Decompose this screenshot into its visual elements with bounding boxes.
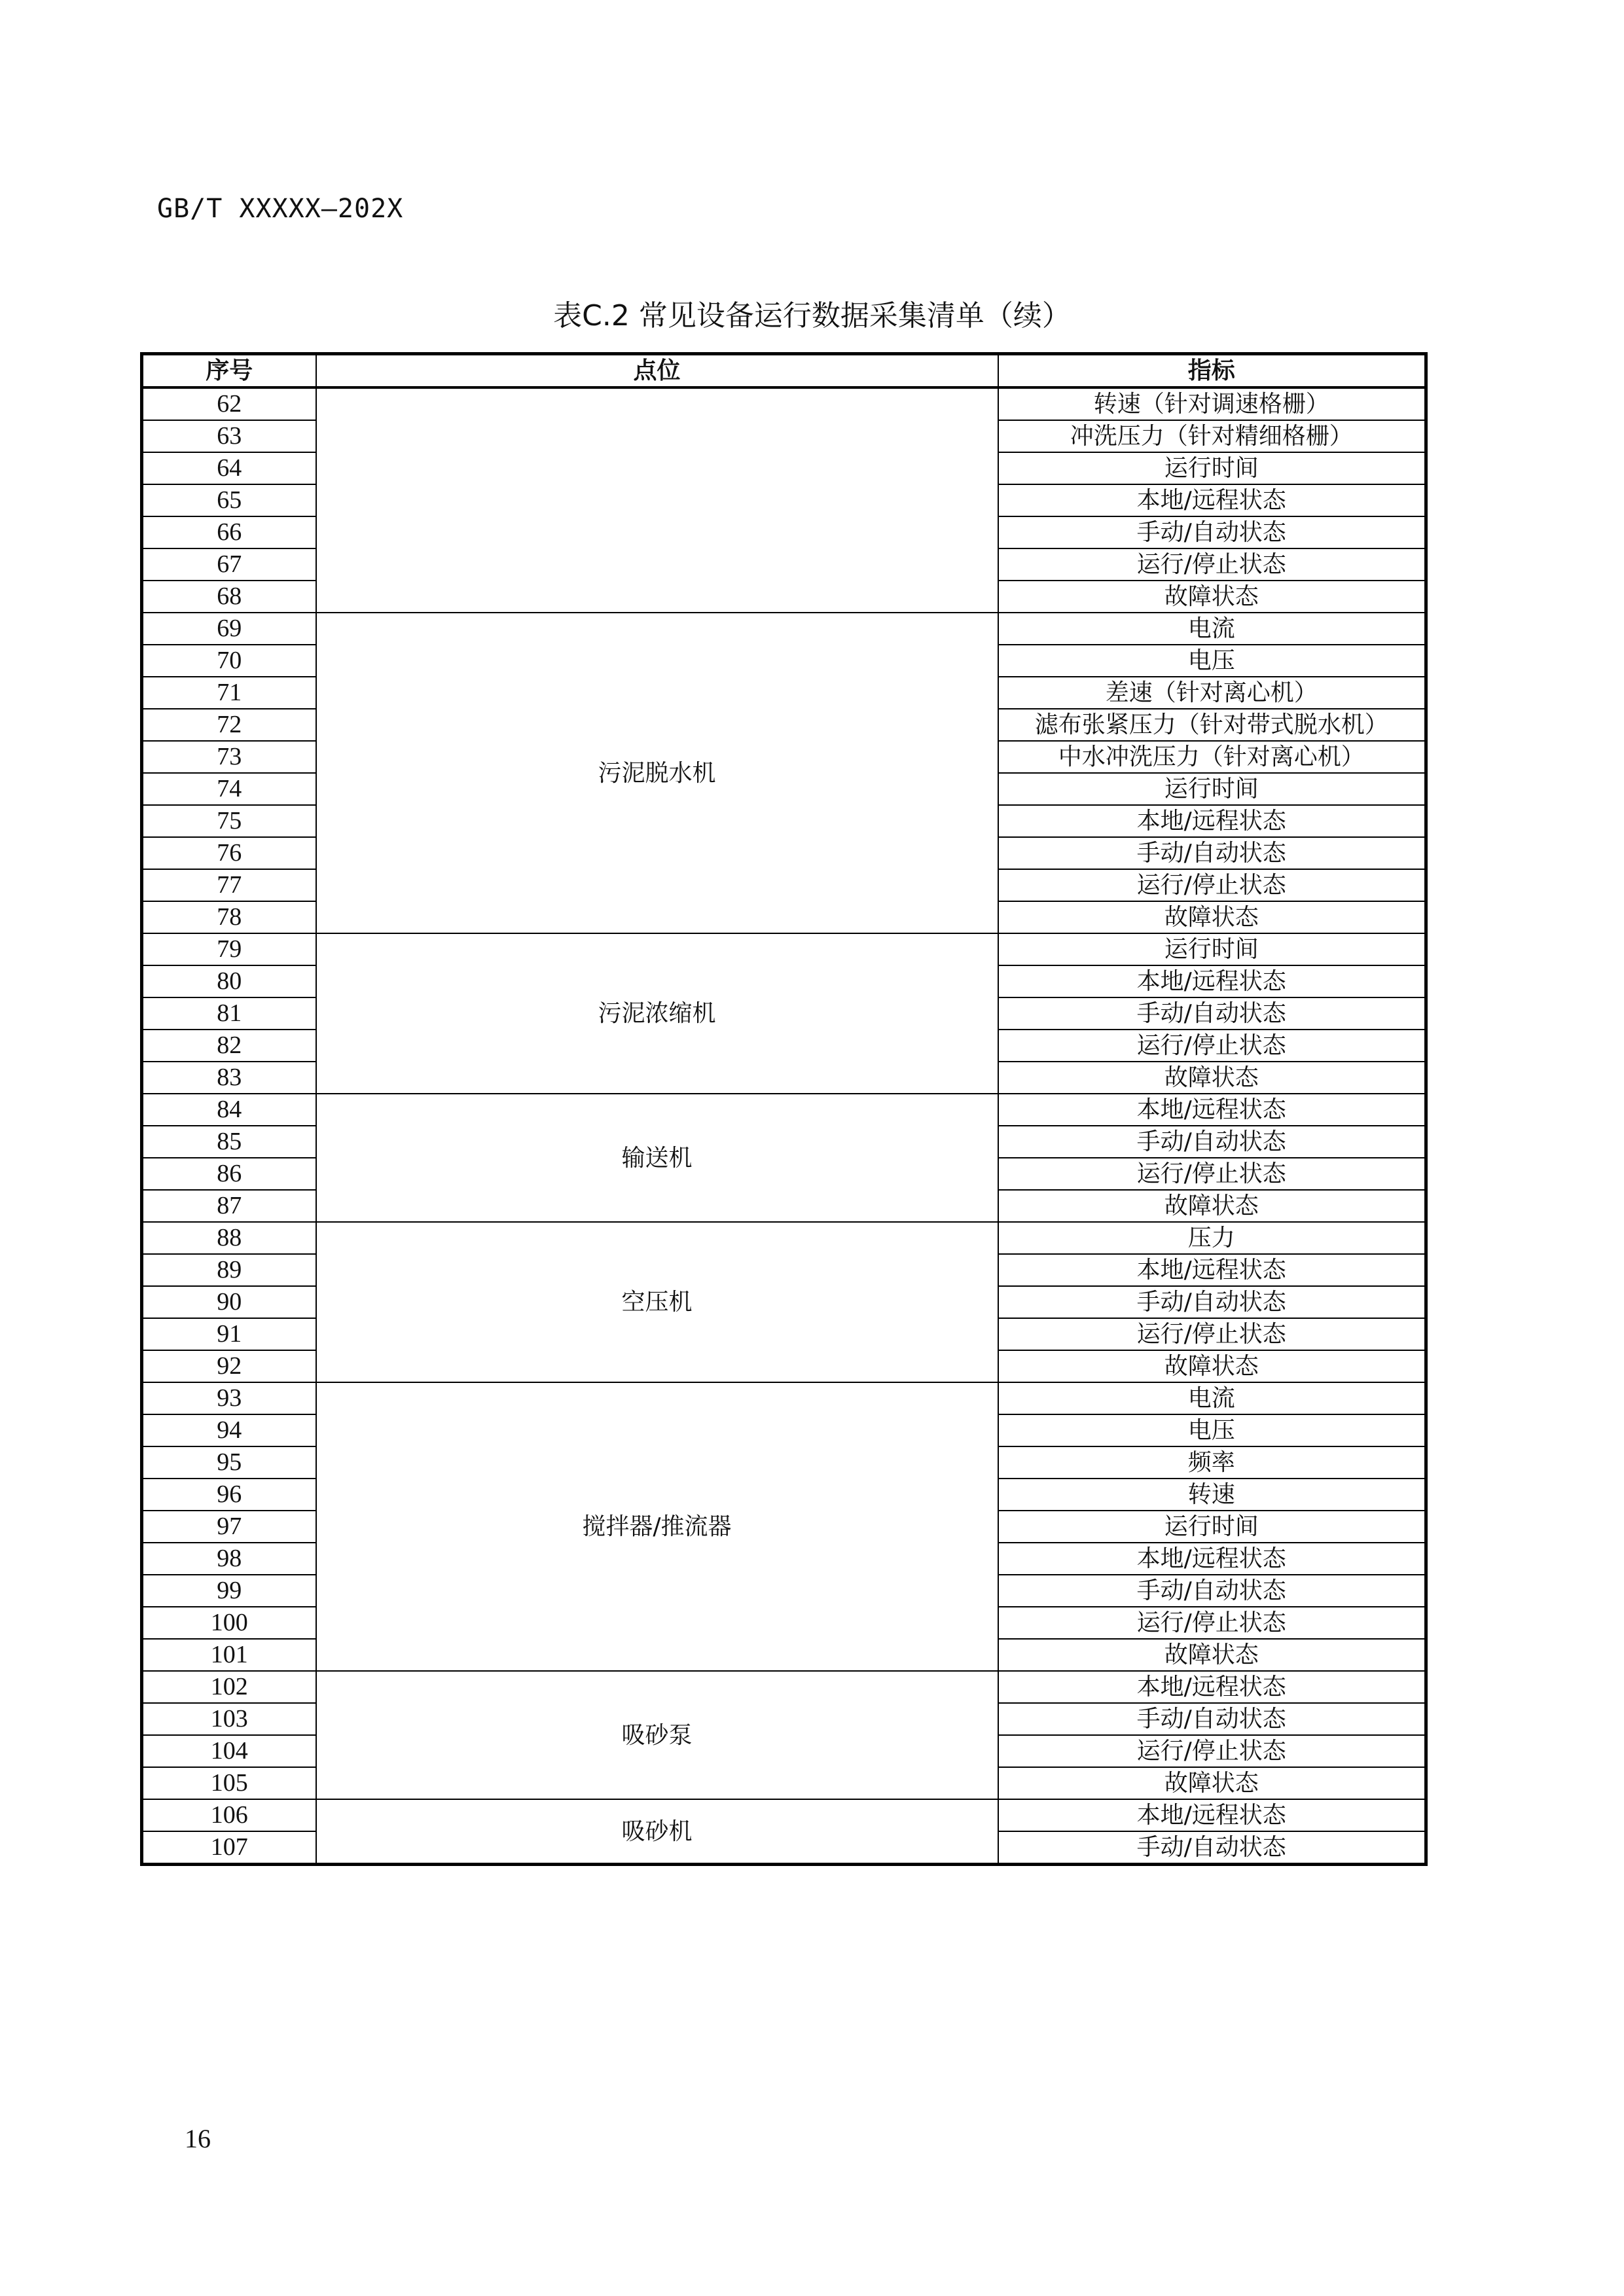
- table-row: [142, 613, 1426, 645]
- point-cell: 输送机: [316, 1094, 998, 1222]
- table-row: [142, 1671, 1426, 1703]
- table-title: 表C.2 常见设备运行数据采集清单（续）: [553, 299, 1071, 332]
- row-number: 104: [142, 1735, 316, 1767]
- indicator-cell: 电流: [998, 613, 1426, 645]
- indicator-cell: 运行时间: [998, 933, 1426, 965]
- indicator-cell: 运行时间: [998, 1511, 1426, 1543]
- row-number: 96: [142, 1479, 316, 1511]
- row-number: 105: [142, 1767, 316, 1799]
- indicator-cell: 手动/自动状态: [998, 997, 1426, 1030]
- point-cell: [316, 387, 998, 613]
- point-cell: 污泥浓缩机: [316, 933, 998, 1094]
- row-number: 88: [142, 1222, 316, 1254]
- standard-code-header: GB/T XXXXX—202X: [157, 194, 404, 224]
- indicator-cell: 运行/停止状态: [998, 1318, 1426, 1350]
- indicator-cell: 运行时间: [998, 773, 1426, 805]
- row-number: 67: [142, 548, 316, 581]
- indicator-cell: 本地/远程状态: [998, 1094, 1426, 1126]
- row-number: 102: [142, 1671, 316, 1703]
- row-number: 75: [142, 805, 316, 837]
- row-number: 87: [142, 1190, 316, 1222]
- indicator-cell: 本地/远程状态: [998, 1254, 1426, 1286]
- point-cell: 污泥脱水机: [316, 613, 998, 933]
- indicator-cell: 本地/远程状态: [998, 965, 1426, 997]
- indicator-cell: 故障状态: [998, 1639, 1426, 1671]
- indicator-cell: 本地/远程状态: [998, 484, 1426, 516]
- indicator-cell: 压力: [998, 1222, 1426, 1254]
- row-number: 93: [142, 1382, 316, 1414]
- indicator-cell: 电压: [998, 645, 1426, 677]
- indicator-cell: 运行/停止状态: [998, 548, 1426, 581]
- indicator-cell: 转速: [998, 1479, 1426, 1511]
- row-number: 74: [142, 773, 316, 805]
- point-cell: 吸砂泵: [316, 1671, 998, 1799]
- row-number: 77: [142, 869, 316, 901]
- indicator-cell: 本地/远程状态: [998, 1671, 1426, 1703]
- row-number: 82: [142, 1030, 316, 1062]
- column-header-no: 序号: [142, 354, 316, 388]
- row-number: 85: [142, 1126, 316, 1158]
- row-number: 91: [142, 1318, 316, 1350]
- indicator-cell: 本地/远程状态: [998, 805, 1426, 837]
- indicator-cell: 故障状态: [998, 1062, 1426, 1094]
- row-number: 97: [142, 1511, 316, 1543]
- indicator-cell: 电压: [998, 1414, 1426, 1446]
- data-collection-table: [140, 352, 1428, 1866]
- indicator-cell: 故障状态: [998, 581, 1426, 613]
- row-number: 69: [142, 613, 316, 645]
- row-number: 84: [142, 1094, 316, 1126]
- row-number: 89: [142, 1254, 316, 1286]
- row-number: 73: [142, 741, 316, 773]
- row-number: 71: [142, 677, 316, 709]
- point-cell: 空压机: [316, 1222, 998, 1382]
- row-number: 62: [142, 387, 316, 420]
- point-cell: 搅拌器/推流器: [316, 1382, 998, 1671]
- indicator-cell: 手动/自动状态: [998, 1126, 1426, 1158]
- point-cell: 吸砂机: [316, 1799, 998, 1865]
- indicator-cell: 转速（针对调速格栅）: [998, 387, 1426, 420]
- row-number: 83: [142, 1062, 316, 1094]
- table-row: [142, 1382, 1426, 1414]
- indicator-cell: 故障状态: [998, 1350, 1426, 1382]
- column-header-indicator: 指标: [998, 354, 1426, 388]
- indicator-cell: 手动/自动状态: [998, 1575, 1426, 1607]
- table-row: [142, 1094, 1426, 1126]
- row-number: 90: [142, 1286, 316, 1318]
- indicator-cell: 差速（针对离心机）: [998, 677, 1426, 709]
- page-number: 16: [185, 2124, 211, 2153]
- table-row: [142, 387, 1426, 420]
- row-number: 70: [142, 645, 316, 677]
- indicator-cell: 运行/停止状态: [998, 1030, 1426, 1062]
- indicator-cell: 运行/停止状态: [998, 1607, 1426, 1639]
- indicator-cell: 手动/自动状态: [998, 837, 1426, 869]
- row-number: 101: [142, 1639, 316, 1671]
- indicator-cell: 故障状态: [998, 1767, 1426, 1799]
- row-number: 68: [142, 581, 316, 613]
- table-row: [142, 933, 1426, 965]
- indicator-cell: 本地/远程状态: [998, 1543, 1426, 1575]
- indicator-cell: 中水冲洗压力（针对离心机）: [998, 741, 1426, 773]
- indicator-cell: 手动/自动状态: [998, 1286, 1426, 1318]
- indicator-cell: 滤布张紧压力（针对带式脱水机）: [998, 709, 1426, 741]
- indicator-cell: 冲洗压力（针对精细格栅）: [998, 420, 1426, 452]
- row-number: 100: [142, 1607, 316, 1639]
- row-number: 107: [142, 1831, 316, 1865]
- row-number: 80: [142, 965, 316, 997]
- table-row: [142, 1799, 1426, 1831]
- column-header-point: 点位: [316, 354, 998, 388]
- indicator-cell: 频率: [998, 1446, 1426, 1479]
- row-number: 86: [142, 1158, 316, 1190]
- indicator-cell: 手动/自动状态: [998, 516, 1426, 548]
- row-number: 106: [142, 1799, 316, 1831]
- row-number: 64: [142, 452, 316, 484]
- indicator-cell: 运行/停止状态: [998, 869, 1426, 901]
- row-number: 103: [142, 1703, 316, 1735]
- row-number: 95: [142, 1446, 316, 1479]
- table-body: [142, 387, 1426, 1865]
- indicator-cell: 故障状态: [998, 1190, 1426, 1222]
- row-number: 72: [142, 709, 316, 741]
- row-number: 66: [142, 516, 316, 548]
- row-number: 81: [142, 997, 316, 1030]
- indicator-cell: 运行/停止状态: [998, 1735, 1426, 1767]
- row-number: 78: [142, 901, 316, 933]
- table-row: [142, 1222, 1426, 1254]
- row-number: 76: [142, 837, 316, 869]
- row-number: 99: [142, 1575, 316, 1607]
- indicator-cell: 运行时间: [998, 452, 1426, 484]
- table-header-row: [142, 354, 1426, 388]
- row-number: 98: [142, 1543, 316, 1575]
- indicator-cell: 手动/自动状态: [998, 1831, 1426, 1865]
- row-number: 79: [142, 933, 316, 965]
- row-number: 65: [142, 484, 316, 516]
- row-number: 94: [142, 1414, 316, 1446]
- indicator-cell: 电流: [998, 1382, 1426, 1414]
- indicator-cell: 故障状态: [998, 901, 1426, 933]
- row-number: 92: [142, 1350, 316, 1382]
- row-number: 63: [142, 420, 316, 452]
- indicator-cell: 运行/停止状态: [998, 1158, 1426, 1190]
- indicator-cell: 手动/自动状态: [998, 1703, 1426, 1735]
- indicator-cell: 本地/远程状态: [998, 1799, 1426, 1831]
